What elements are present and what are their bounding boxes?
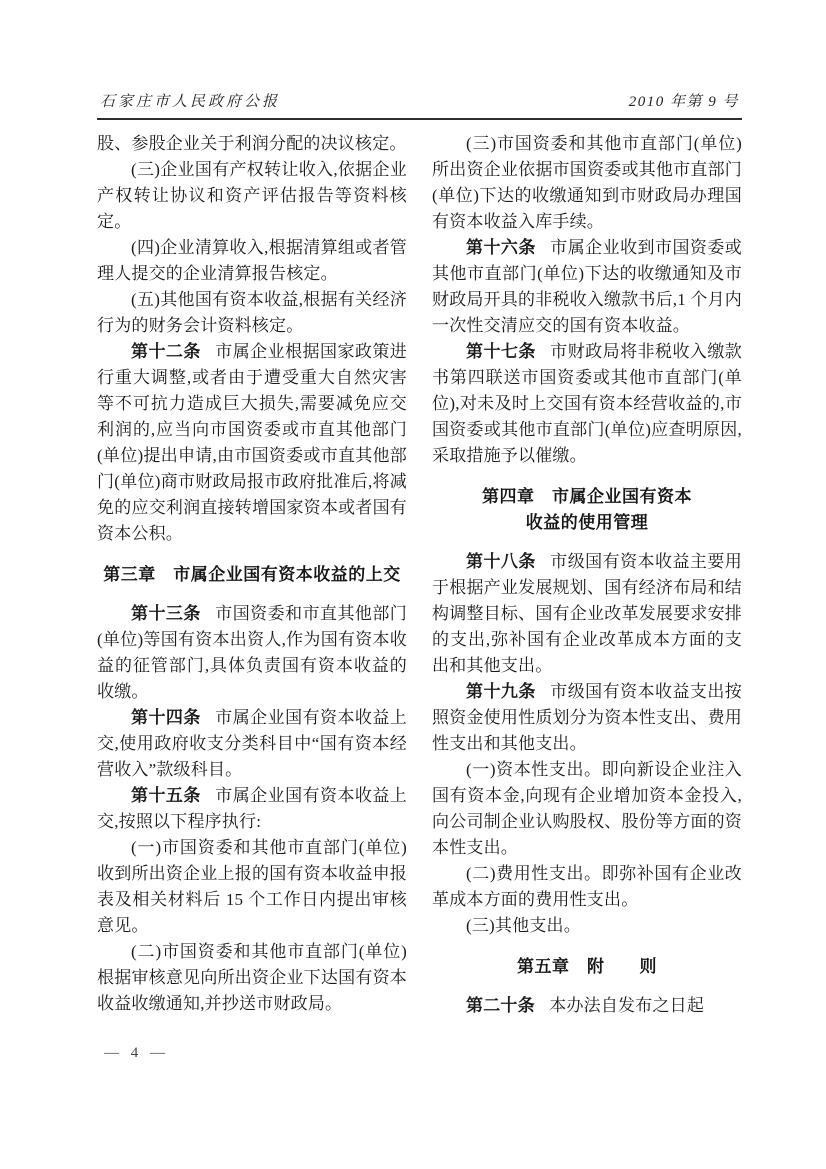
article-paragraph	[97, 705, 407, 783]
article-label: 第十六条	[466, 238, 536, 257]
paragraph: (五)其他国有资本收益,根据有关经济行为的财务会计资料核定。	[97, 290, 407, 335]
paragraph: (四)企业清算收入,根据清算组或者管理人提交的企业清算报告核定。	[97, 238, 407, 283]
article-paragraph	[432, 339, 742, 469]
paragraph: (三)市国资委和其他市直部门(单位)所出资企业依据市国资委或其他市直部门(单位)下达的收缴通知到市财政局办理国有资本收益入库手续。	[432, 134, 742, 231]
article-label: 第十四条	[131, 708, 201, 727]
article-paragraph	[432, 679, 742, 757]
article-label: 第十五条	[131, 786, 201, 805]
article-paragraph	[97, 783, 407, 835]
page-number: — 4 —	[104, 1045, 169, 1061]
article-paragraph	[97, 601, 407, 705]
paragraph: (二)费用性支出。即弥补国有企业改革成本方面的费用性支出。	[432, 864, 742, 909]
chapter-heading-line2: 收益的使用管理	[525, 513, 649, 532]
paragraph: (一)市国资委和其他市直部门(单位)收到所出资企业上报的国有资本收益申报表及相关材料后 15 个工作日内提出审核意见。	[97, 838, 407, 935]
column-left	[97, 131, 407, 1019]
article-text: 市属企业国有资本收益上交,按照以下程序执行:	[97, 786, 407, 831]
chapter-heading: 第五章 附 则	[517, 957, 657, 976]
article-text: 市财政局将非税收入缴款书第四联送市国资委或其他市直部门(单位),对未及时上交国有资本经营收益的,市国资委或其他市直部门(单位)应查明原因,采取措施予以催缴。	[432, 342, 742, 465]
article-text: 市属企业收到市国资委或其他市直部门(单位)下达的收缴通知及市财政局开具的非税收入缴款书后,1 个月内一次性交清应交的国有资本收益。	[432, 238, 742, 335]
article-text: 本办法自发布之日起	[549, 996, 705, 1015]
article-text: 市级国有资本收益支出按照资金使用性质划分为资本性支出、费用性支出和其他支出。	[432, 682, 742, 753]
gazette-header	[97, 90, 742, 120]
article-paragraph	[97, 339, 407, 547]
article-paragraph	[432, 549, 742, 679]
article-text: 市属企业国有资本收益上交,使用政府收支分类科目中“国有资本经营收入”款级科目。	[97, 708, 407, 779]
column-right	[432, 131, 742, 1019]
article-text: 市级国有资本收益主要用于根据产业发展规划、国有经济布局和结构调整目标、国有企业改革发展要求安排的支出,弥补国有企业改革成本方面的支出和其他支出。	[432, 552, 742, 675]
chapter-heading-line1: 第四章 市属企业国有资本	[482, 487, 692, 506]
issue-number: 2010 年第 9 号	[628, 94, 739, 110]
article-paragraph	[432, 993, 742, 1019]
article-label: 第十二条	[131, 342, 201, 361]
chapter-heading	[432, 484, 742, 536]
paragraph: (一)资本性支出。即向新设企业注入国有资本金,向现有企业增加资本金投入,向公司制企业认购股权、股份等方面的资本性支出。	[432, 760, 742, 857]
paragraph: (二)市国资委和其他市直部门(单位)根据审核意见向所出资企业下达国有资本收益收缴通知,并抄送市财政局。	[97, 942, 407, 1013]
article-label: 第十九条	[466, 682, 536, 701]
article-text: 市国资委和市直其他部门(单位)等国有资本出资人,作为国有资本收益的征管部门,具体负责国有资本收益的收缴。	[97, 604, 407, 701]
two-column-body	[97, 131, 742, 1019]
paragraph-continuation: 股、参股企业关于利润分配的决议核定。	[97, 134, 407, 153]
article-paragraph	[432, 235, 742, 339]
article-label: 第十七条	[466, 342, 536, 361]
article-label: 第十八条	[466, 552, 536, 571]
article-text: 市属企业根据国家政策进行重大调整,或者由于遭受重大自然灾害等不可抗力造成巨大损失,需要减免应交利润的,应当向市国资委或市直其他部门(单位)提出申请,由市国资委或市直其他部门(单位)商市财政局报市政府批准后,将减免的应交利润直接转增国家资本或者国有资本公积。	[97, 342, 407, 543]
paragraph: (三)其他支出。	[466, 916, 581, 935]
article-label: 第十三条	[131, 604, 201, 623]
chapter-heading: 第三章 市属企业国有资本收益的上交	[103, 565, 401, 584]
article-label: 第二十条	[466, 996, 535, 1015]
page-content	[97, 90, 742, 1019]
paragraph: (三)企业国有产权转让收入,依据企业产权转让协议和资产评估报告等资料核定。	[97, 160, 407, 231]
gazette-title: 石家庄市人民政府公报	[100, 94, 281, 110]
